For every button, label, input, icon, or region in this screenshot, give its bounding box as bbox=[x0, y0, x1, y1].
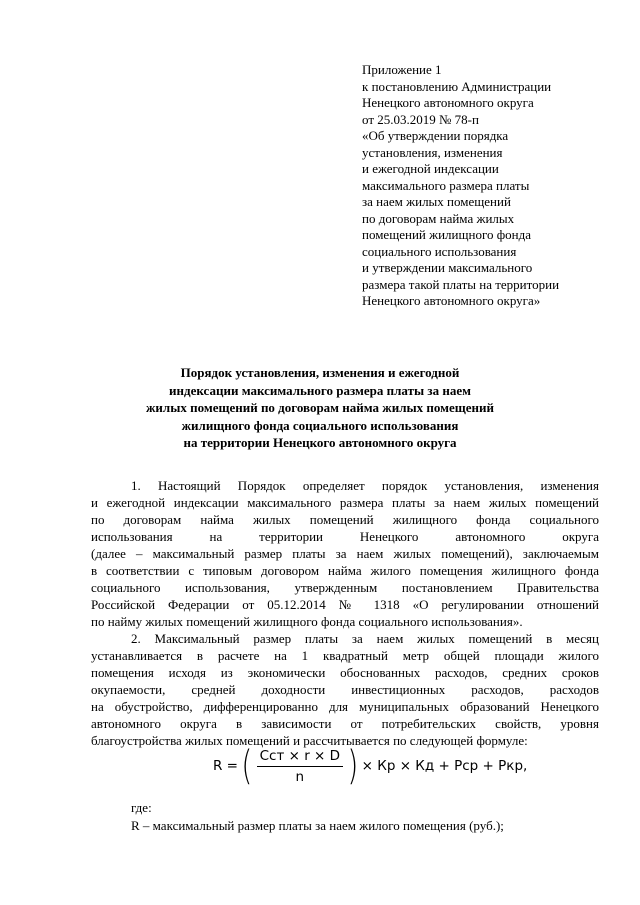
title-line: жилищного фонда социального использования bbox=[181, 417, 459, 433]
appendix-line: Приложение 1 bbox=[362, 62, 442, 77]
title-line: индексации максимального размера платы за наем bbox=[169, 382, 471, 398]
appendix-line: размера такой платы на территории bbox=[362, 276, 560, 292]
paragraph-line: социального использования, утвержденным постановлением Правительства bbox=[91, 580, 599, 595]
appendix-line: Ненецкого автономного округа bbox=[362, 95, 534, 110]
paragraph-line: и ежегодной индексации максимального размера платы за наем жилых помещений bbox=[91, 495, 599, 510]
appendix-line: Ненецкого автономного округа» bbox=[362, 293, 541, 308]
paragraph-line: окупаемости, средней доходности инвестиционных расходов, расходов bbox=[91, 682, 599, 697]
formula-paren-close: ) bbox=[347, 743, 359, 789]
appendix-line: от 25.03.2019 № 78-п bbox=[362, 111, 479, 127]
rent-formula bbox=[213, 743, 528, 789]
paragraph-1 bbox=[91, 477, 599, 630]
appendix-line: «Об утверждении порядка bbox=[362, 128, 509, 143]
formula-lhs: R = bbox=[213, 758, 238, 774]
appendix-line: и ежегодной индексации bbox=[362, 161, 499, 176]
paragraph-line: 2. Максимальный размер платы за наем жилых помещений в месяц bbox=[131, 631, 599, 646]
appendix-line: к постановлению Администрации bbox=[362, 78, 552, 94]
title-line: на территории Ненецкого автономного округа bbox=[183, 435, 457, 450]
title-line: жилых помещений по договорам найма жилых помещений bbox=[146, 400, 494, 415]
paragraph-line: (далее – максимальный размер платы за наем жилых помещений), заключаемым bbox=[91, 546, 599, 561]
formula-fraction bbox=[257, 748, 343, 785]
r-definition: R – максимальный размер платы за наем жилого помещения (руб.); bbox=[131, 818, 504, 833]
formula-rest: × Кр × Кд + Рср + Ркр, bbox=[361, 758, 528, 774]
paragraph-line: по найму жилых помещений жилищного фонда социального использования». bbox=[91, 614, 523, 629]
paragraph-line: благоустройства жилых помещений и рассчитывается по следующей формуле: bbox=[91, 733, 528, 748]
paragraph-line: использования на территории Ненецкого автономного округа bbox=[91, 529, 599, 544]
where-label: где: bbox=[131, 800, 152, 815]
title-line: Порядок установления, изменения и ежегодной bbox=[180, 365, 460, 380]
paragraph-line: автономного округа в зависимости от потребительских свойств, уровня bbox=[91, 716, 599, 731]
paragraph-line: по договорам найма жилых помещений жилищного фонда социального bbox=[91, 512, 599, 527]
paragraph-line: устанавливается в расчете на 1 квадратный метр общей площади жилого bbox=[91, 648, 599, 663]
appendix-line: и утверждении максимального bbox=[362, 260, 533, 275]
appendix-line: установления, изменения bbox=[362, 144, 503, 160]
paragraph-line: Российской Федерации от 05.12.2014 № 1318 «О регулировании отношений bbox=[91, 597, 599, 612]
document-body bbox=[91, 477, 599, 749]
paragraph-line: 1. Настоящий Порядок определяет порядок установления, изменения bbox=[131, 478, 599, 493]
appendix-line: максимального размера платы bbox=[362, 177, 530, 193]
appendix-line: помещений жилищного фонда bbox=[362, 227, 531, 242]
paragraph-2 bbox=[91, 630, 599, 749]
formula-paren-open: ( bbox=[241, 743, 253, 789]
formula-denominator: n bbox=[295, 768, 305, 785]
appendix-line: социального использования bbox=[362, 243, 517, 259]
appendix-line: по договорам найма жилых bbox=[362, 210, 515, 226]
formula-numerator: Cст × r × D bbox=[257, 748, 343, 767]
document-title bbox=[0, 364, 640, 452]
paragraph-line: в соответствии с типовым договором найма жилого помещения жилищного фонда bbox=[91, 563, 599, 578]
paragraph-line: на обустройство, дифференцированно для муниципальных образований Ненецкого bbox=[91, 699, 599, 714]
appendix-line: за наем жилых помещений bbox=[362, 194, 511, 209]
appendix-header bbox=[362, 62, 559, 310]
paragraph-line: помещения исходя из экономически обоснованных расходов, средних сроков bbox=[91, 665, 599, 680]
